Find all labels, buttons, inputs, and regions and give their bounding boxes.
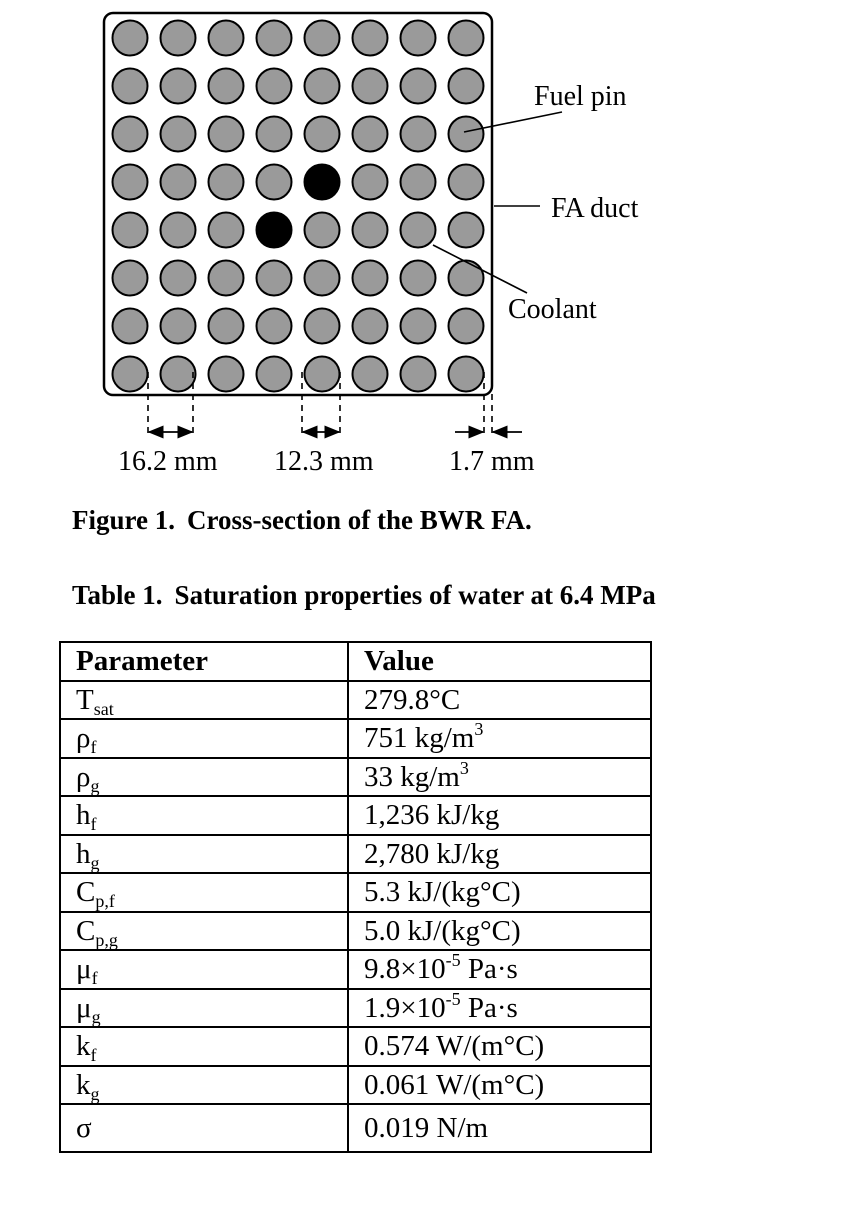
parameter-cell (60, 950, 348, 989)
value-unit: Pa·s (460, 991, 518, 1024)
table-row (60, 1066, 651, 1105)
table-caption-number: Table 1. (72, 580, 163, 610)
value-text: 751 kg/m (364, 722, 475, 755)
figure-caption-text: Cross-section of the BWR FA. (187, 505, 532, 535)
fuel-pin (353, 69, 388, 104)
table-row (60, 681, 651, 720)
fuel-pin (113, 357, 148, 392)
fuel-pin (449, 357, 484, 392)
fuel-pin (161, 357, 196, 392)
value-cell (348, 989, 651, 1028)
fuel-pin (305, 213, 340, 248)
value-text: 1.9×10 (364, 991, 446, 1024)
fuel-pin (209, 213, 244, 248)
parameter-cell (60, 989, 348, 1028)
fuel-pin (113, 117, 148, 152)
value-cell (348, 1027, 651, 1066)
table-row (60, 1104, 651, 1152)
value-text: 279.8°C (364, 683, 461, 716)
parameter-cell (60, 681, 348, 720)
value-text: 0.061 W/(m°C) (364, 1068, 545, 1101)
parameter-cell (60, 835, 348, 874)
parameter-subscript: f (91, 968, 98, 989)
parameter-symbol: k (76, 1030, 91, 1063)
fa-duct-label: FA duct (551, 193, 639, 224)
parameter-symbol: σ (76, 1112, 92, 1144)
fuel-pin (449, 21, 484, 56)
value-cell (348, 873, 651, 912)
fuel-pin (161, 261, 196, 296)
fuel-pin (113, 165, 148, 200)
parameter-symbol: T (76, 683, 94, 716)
fuel-pin (353, 213, 388, 248)
fuel-pin (209, 21, 244, 56)
fuel-pin (305, 69, 340, 104)
value-text: 0.019 N/m (364, 1112, 489, 1144)
fuel-pin (305, 21, 340, 56)
parameter-subscript: sat (93, 698, 114, 719)
fuel-pin (449, 309, 484, 344)
table-row (60, 1027, 651, 1066)
table-row (60, 950, 651, 989)
coolant-label: Coolant (508, 294, 597, 325)
fuel-pin (113, 21, 148, 56)
fuel-pin (161, 21, 196, 56)
duct-gap-dimension: 1.7 mm (449, 446, 535, 477)
parameter-cell (60, 796, 348, 835)
fuel-pin (161, 165, 196, 200)
parameter-subscript: g (91, 1006, 101, 1027)
fuel-pin (401, 309, 436, 344)
fuel-pin (401, 117, 436, 152)
parameter-subscript: g (90, 1083, 100, 1104)
fuel-pin (257, 357, 292, 392)
saturation-properties-table (59, 641, 652, 1153)
table-row (60, 835, 651, 874)
fuel-pin (257, 309, 292, 344)
value-cell (348, 796, 651, 835)
fuel-pin (113, 261, 148, 296)
table-header-row (60, 642, 651, 681)
parameter-subscript: f (90, 1045, 97, 1066)
value-text: 2,780 kJ/kg (364, 837, 500, 870)
fuel-pin (401, 165, 436, 200)
table-row (60, 758, 651, 797)
table-row (60, 873, 651, 912)
value-text: 9.8×10 (364, 953, 446, 986)
table-row (60, 719, 651, 758)
fuel-pin (449, 261, 484, 296)
value-text: 0.574 W/(m°C) (364, 1030, 545, 1063)
value-exponent: -5 (445, 988, 461, 1009)
value-cell (348, 912, 651, 951)
fa-duct (104, 13, 492, 395)
fuel-pin (161, 69, 196, 104)
fuel-pin (161, 117, 196, 152)
table-row (60, 989, 651, 1028)
value-cell (348, 1104, 651, 1152)
fuel-pin (401, 261, 436, 296)
value-cell (348, 681, 651, 720)
fuel-pin (113, 213, 148, 248)
parameter-symbol: C (76, 914, 96, 947)
fuel-pin (449, 165, 484, 200)
table-caption-text: Saturation properties of water at 6.4 MPa (174, 580, 656, 610)
fuel-pin (209, 261, 244, 296)
fuel-pin (353, 21, 388, 56)
parameter-symbol: C (76, 876, 96, 909)
fuel-pin (113, 69, 148, 104)
parameter-cell (60, 1027, 348, 1066)
value-cell (348, 758, 651, 797)
parameter-symbol: μ (76, 953, 92, 986)
fuel-pin (449, 69, 484, 104)
fuel-pin (305, 357, 340, 392)
table-row (60, 912, 651, 951)
fuel-pin (353, 309, 388, 344)
parameter-symbol: h (76, 837, 91, 870)
fa-cross-section-figure (0, 0, 850, 490)
value-exponent: 3 (474, 719, 484, 740)
parameter-cell (60, 912, 348, 951)
figure-caption-number: Figure 1. (72, 505, 175, 535)
value-unit: Pa·s (460, 953, 518, 986)
fuel-pin (353, 165, 388, 200)
fuel-pin (305, 261, 340, 296)
value-cell (348, 1066, 651, 1105)
table-row (60, 796, 651, 835)
parameter-cell (60, 758, 348, 797)
fuel-pin-label: Fuel pin (534, 81, 627, 112)
parameter-subscript: p,g (95, 929, 118, 950)
fuel-pin (113, 309, 148, 344)
fuel-pin (257, 165, 292, 200)
fuel-pin-black (305, 165, 340, 200)
fuel-pin (353, 357, 388, 392)
fuel-pin (209, 117, 244, 152)
value-exponent: 3 (459, 757, 469, 778)
table-body (60, 681, 651, 1153)
fuel-pin (161, 213, 196, 248)
value-text: 5.3 kJ/(kg°C) (364, 876, 521, 909)
fuel-pin (401, 69, 436, 104)
fuel-pin (209, 69, 244, 104)
fuel-pin-black (257, 213, 292, 248)
value-text: 5.0 kJ/(kg°C) (364, 914, 521, 947)
value-text: 1,236 kJ/kg (364, 799, 500, 832)
fuel-pin (449, 213, 484, 248)
fuel-pin (209, 165, 244, 200)
parameter-subscript: p,f (95, 891, 115, 912)
table-caption (72, 580, 656, 611)
parameter-subscript: f (90, 814, 97, 835)
parameter-cell (60, 1066, 348, 1105)
fuel-pin (305, 117, 340, 152)
value-text: 33 kg/m (364, 760, 460, 793)
value-cell (348, 835, 651, 874)
fuel-pin (401, 213, 436, 248)
fuel-pin (257, 261, 292, 296)
fuel-pin (401, 357, 436, 392)
figure-caption (72, 505, 532, 536)
parameter-symbol: k (76, 1068, 91, 1101)
pin-diameter-dimension: 16.2 mm (118, 446, 218, 477)
fuel-pin (305, 309, 340, 344)
value-header: Value (348, 642, 651, 681)
parameter-subscript: g (90, 852, 100, 873)
fuel-pin (209, 357, 244, 392)
parameter-cell (60, 719, 348, 758)
parameter-subscript: g (90, 775, 100, 796)
value-cell (348, 950, 651, 989)
parameter-cell (60, 873, 348, 912)
parameter-subscript: f (90, 737, 97, 758)
fuel-pin (401, 21, 436, 56)
fuel-pin (209, 309, 244, 344)
parameter-symbol: ρ (76, 760, 91, 793)
fuel-pin (161, 309, 196, 344)
parameter-symbol: ρ (76, 722, 91, 755)
fuel-pin (257, 117, 292, 152)
parameter-header: Parameter (60, 642, 348, 681)
value-cell (348, 719, 651, 758)
fuel-pin (353, 117, 388, 152)
fuel-pin (449, 117, 484, 152)
parameter-symbol: h (76, 799, 91, 832)
fuel-pin (353, 261, 388, 296)
parameter-symbol: μ (76, 991, 92, 1024)
value-exponent: -5 (445, 950, 461, 971)
fuel-pin (257, 69, 292, 104)
fuel-pin (257, 21, 292, 56)
fuel-pin-grid (113, 21, 484, 392)
parameter-cell (60, 1104, 348, 1152)
pin-pitch-dimension: 12.3 mm (274, 446, 374, 477)
